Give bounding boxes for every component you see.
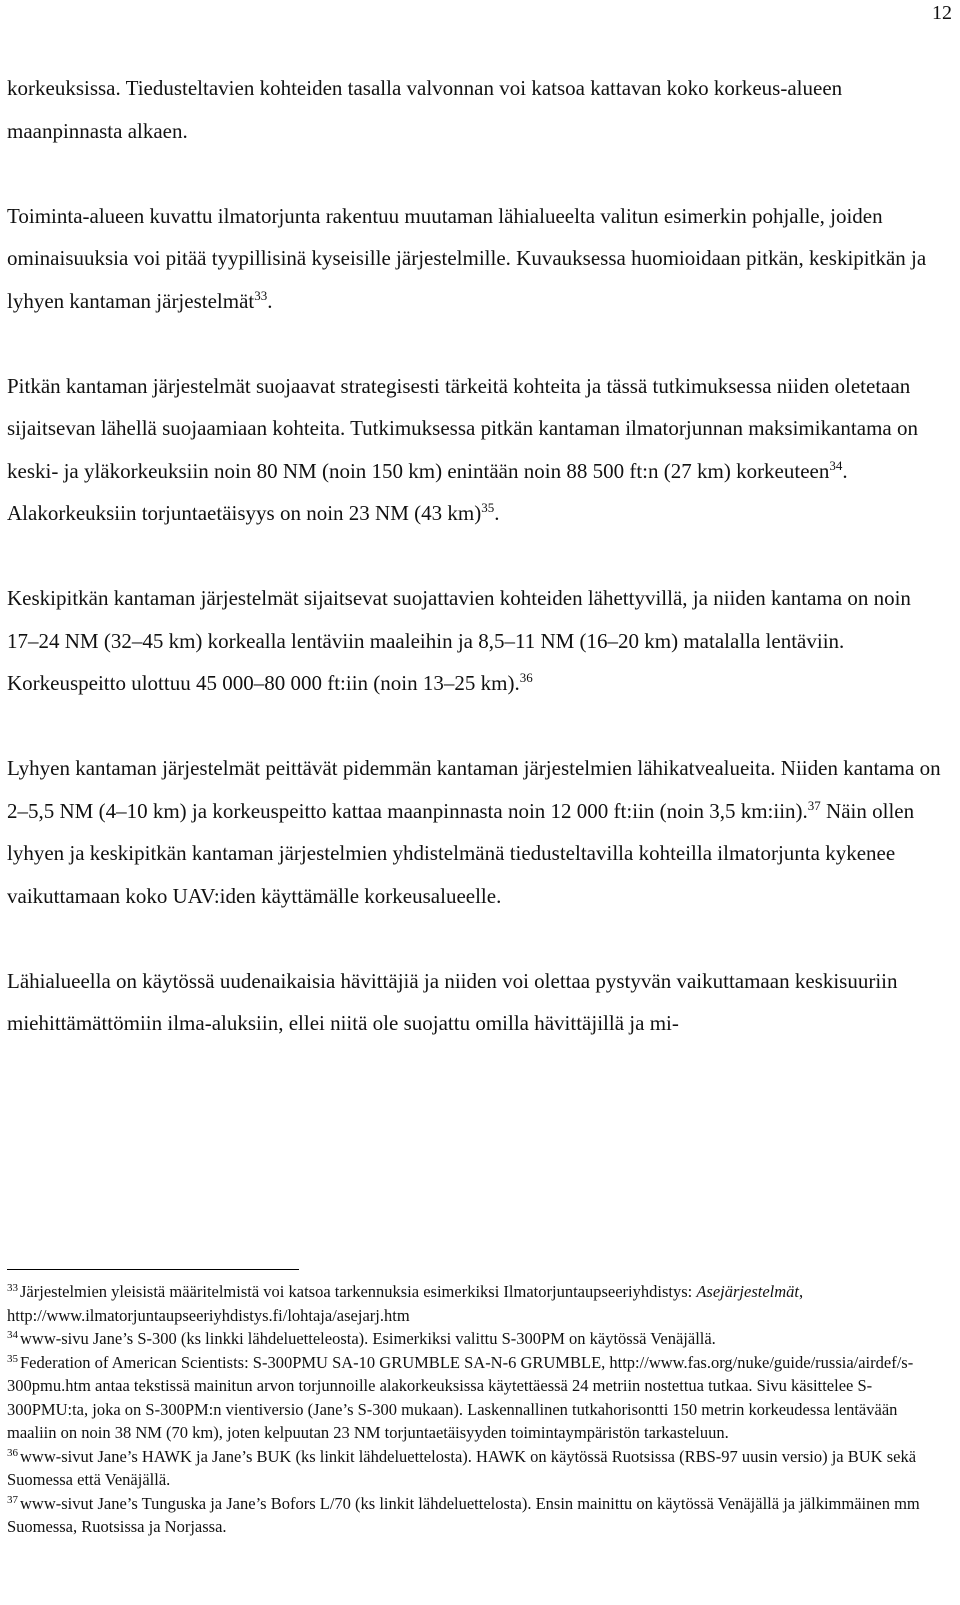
footnote-reference[interactable]: 33 xyxy=(254,287,268,303)
paragraph-text: korkeuksissa. Tiedusteltavien kohteiden tasalla valvonnan voi katsoa kattavan koko korkeus-alueen maanpinnasta alkaen. xyxy=(7,76,843,143)
footnote-text: www-sivu Jane’s S-300 (ks linkki lähdeluetteleosta). Esimerkiksi valittu S-300PM on käytössä Venäjällä. xyxy=(20,1329,716,1348)
footnote-number: 34 xyxy=(7,1329,18,1341)
paragraph-text: Näin ollen lyhyen ja keskipitkän kantaman järjestelmien yhdistelmänä tiedusteltavilla kohteilla ilmatorjunta kykenee vaikuttamaan koko UAV:iden käyttämälle korkeusalueelle. xyxy=(7,798,915,908)
footnote-text: www-sivut Jane’s HAWK ja Jane’s BUK (ks linkit lähdeluettelosta). HAWK on käytössä Ruotsissa (RBS-97 uusin versio) ja BUK sekä Suomessa että Venäjällä. xyxy=(7,1446,917,1489)
footnote xyxy=(7,1351,946,1445)
paragraph-text: Keskipitkän kantaman järjestelmät sijaitsevat suojattavien kohteiden lähettyvillä, ja niiden kantama on noin 17–24 NM (32–45 km) korkealla lentäviin maaleihin ja 8,5–11 NM (16–20 km) matalalla lentäviin. Korkeuspeitto ulottuu 45 000–80 000 ft:iin (noin 13–25 km). xyxy=(7,586,911,695)
paragraph-text: Pitkän kantaman järjestelmät suojaavat strategisesti tärkeitä kohteita ja tässä tutkimuksessa niiden oletetaan sijaitsevan lähellä suojaamiaan kohteita. Tutkimuksessa pitkän kantaman ilmatorjunnan maksimikantama on keski- ja yläkorkeuksiin noin 80 NM (noin 150 km) enintään noin 88 500 ft:n (27 km) korkeuteen xyxy=(7,373,918,483)
footnote-text: Federation of American Scientists: S-300PMU SA-10 GRUMBLE SA-N-6 GRUMBLE, http://www.fas.org/nuke/guide/russia/airdef/s-300pmu.htm antaa tekstissä mainitun arvon torjunnoille alakorkeuksissa käytettäessä 24 metriin nostettua tutkaa. Sivu käsittelee S-300PMU:ta, joka on S-300PM:n vientiversio (Jane’s S-300 mukaan). Laskennallinen tutkahorisontti 150 metrin korkeudessa lentävään maaliin on noin 38 NM (70 km), joten kelpuutan 23 NM torjuntaetäisyyden toimintaympäristön tarkasteluun. xyxy=(7,1352,914,1442)
footnote-link[interactable]: , http://www.ilmatorjuntaupseeriyhdistys.fi/lohtaja/asejarj.htm xyxy=(7,1282,804,1325)
paragraph xyxy=(7,195,946,323)
footnote-reference[interactable]: 35 xyxy=(481,500,495,515)
paragraph-text: Lähialueella on käytössä uudenaikaisia hävittäjiä ja niiden voi olettaa pystyvän vaikuttamaan keskisuuriin miehittämättömiin ilma-aluksiin, ellei niitä ole suojattu omilla hävittäjillä ja mi- xyxy=(7,968,898,1035)
footnote xyxy=(7,1492,946,1539)
footnote-number: 33 xyxy=(7,1282,18,1294)
footnote-separator xyxy=(7,1269,299,1270)
footnote-number: 36 xyxy=(7,1446,18,1459)
paragraph-text: Lyhyen kantaman järjestelmät peittävät pidemmän kantaman järjestelmien lähikatvealueita. Niiden kantama on 2–5,5 NM (4–10 km) ja korkeuspeitto kattaa maanpinnasta noin 12 000 ft:iin (noin 3,5 km:iin). xyxy=(7,756,941,823)
paragraph-text: . Alakorkeuksiin torjuntaetäisyys on noin 23 NM (43 km) xyxy=(7,458,848,525)
paragraph-text: . xyxy=(267,288,273,313)
paragraph xyxy=(7,747,946,917)
footnote xyxy=(7,1327,946,1351)
footnote-number: 35 xyxy=(7,1352,18,1365)
footnote-number: 37 xyxy=(7,1493,18,1506)
footnote-reference[interactable]: 37 xyxy=(807,797,821,813)
paragraph-text: . xyxy=(494,501,500,525)
paragraph xyxy=(7,365,946,535)
paragraph xyxy=(7,960,946,1045)
footnote-reference[interactable]: 36 xyxy=(519,670,533,685)
footnote xyxy=(7,1445,946,1492)
paragraph xyxy=(7,67,946,152)
footnote-reference[interactable]: 34 xyxy=(829,457,843,473)
paragraph-text: Toiminta-alueen kuvattu ilmatorjunta rakentuu muutaman lähialueelta valitun esimerkin pohjalle, joiden ominaisuuksia voi pitää tyypillisinä kyseisille järjestelmille. Kuvauksessa huomioidaan pitkän, keskipitkän ja lyhyen kantaman järjestelmät xyxy=(7,203,927,313)
footnotes xyxy=(7,1280,946,1539)
paragraph xyxy=(7,577,946,705)
body-text xyxy=(7,67,946,1045)
footnote-italic-title: Asejärjestelmät xyxy=(696,1282,799,1301)
footnote-text: www-sivut Jane’s Tunguska ja Jane’s Bofors L/70 (ks linkit lähdeluettelosta). Ensin mainittu on käytössä Venäjällä ja jälkimmäinen mm Suomessa, Ruotsissa ja Norjassa. xyxy=(7,1493,920,1536)
page-number: 12 xyxy=(932,2,952,24)
footnote-text: Järjestelmien yleisistä määritelmistä voi katsoa tarkennuksia esimerkiksi Ilmatorjuntaupseeriyhdistys: xyxy=(20,1282,697,1301)
footnote xyxy=(7,1280,946,1327)
